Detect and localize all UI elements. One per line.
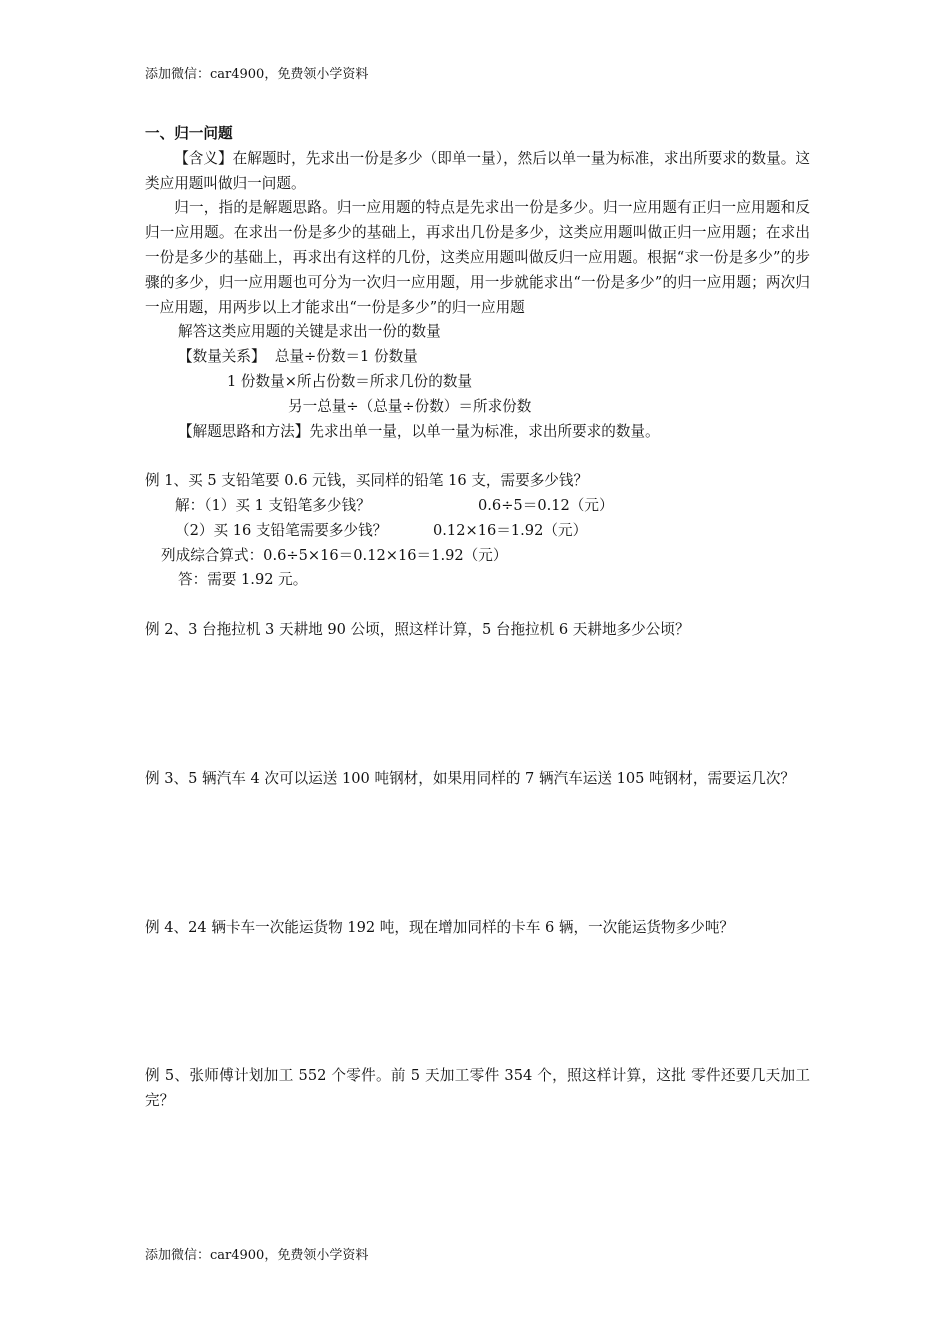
section-title: 一、归一问题	[145, 125, 233, 142]
step-1-label: 解：（1）买 1 支铅笔多少钱？	[175, 496, 371, 514]
example-2-question: 例 2、3 台拖拉机 3 天耕地 90 公顷，照这样计算，5 台拖拉机 6 天耕地多少公顷？	[145, 620, 690, 638]
page-header: 添加微信：car4900，免费领小学资料	[145, 67, 369, 82]
relation-label: 【数量关系】	[178, 348, 266, 366]
relation-formula-2: 1 份数量×所占份数＝所求几份的数量	[227, 372, 473, 390]
explanation-paragraph: 归一，指的是解题思路。归一应用题的特点是先求出一份是多少。归一应用题有正归一应用题和反归一应用题。在求出一份是多少的基础上，再求出几份是多少，这类应用题叫做正归一应用题；在求出一份是多少的基础上，再求出有这样的几份，这类应用题叫做反归一应用题。根据“求一份是多少”的步骤的多少，归一应用题也可分为一次归一应用题，用一步就能求出“一份是多少”的归一应用题；两次归一应用题，用两步以上才能求出“一份是多少”的归一应用题	[145, 199, 810, 316]
document-body	[145, 122, 810, 1114]
relation-formula-1: 总量÷份数＝1 份数量	[274, 348, 418, 366]
relation-line-1	[145, 345, 810, 370]
example-1-answer: 答：需要 1.92 元。	[178, 571, 308, 589]
example-1-step-1	[145, 494, 810, 519]
page-footer: 添加微信：car4900，免费领小学资料	[145, 1248, 369, 1263]
method-paragraph: 【解题思路和方法】先求出单一量，以单一量为标准，求出所要求的数量。	[178, 422, 660, 440]
key-point: 解答这类应用题的关键是求出一份的数量	[178, 323, 441, 341]
relation-formula-3: 另一总量÷（总量÷份数）＝所求份数	[288, 397, 532, 415]
step-2-calc: 0.12×16＝1.92（元）	[433, 521, 588, 539]
example-1-step-2	[145, 519, 810, 544]
step-1-calc: 0.6÷5＝0.12（元）	[478, 496, 614, 514]
example-4-question: 例 4、24 辆卡车一次能运货物 192 吨，现在增加同样的卡车 6 辆，一次能运货物多少吨？	[145, 918, 735, 936]
example-1-combined: 列成综合算式：0.6÷5×16＝0.12×16＝1.92（元）	[161, 546, 508, 564]
step-2-label: （2）买 16 支铅笔需要多少钱？	[175, 521, 388, 539]
meaning-paragraph: 【含义】在解题时，先求出一份是多少（即单一量），然后以单一量为标准，求出所要求的数量。这类应用题叫做归一问题。	[145, 149, 810, 192]
example-3-question: 例 3、5 辆汽车 4 次可以运送 100 吨钢材，如果用同样的 7 辆汽车运送 105 吨钢材，需要运几次？	[145, 769, 796, 787]
example-1-question: 例 1、买 5 支铅笔要 0.6 元钱，买同样的铅笔 16 支，需要多少钱？	[145, 472, 589, 490]
example-5-question: 例 5、张师傅计划加工 552 个零件。前 5 天加工零件 354 个，照这样计算，这批 零件还要几天加工完？	[145, 1067, 810, 1110]
